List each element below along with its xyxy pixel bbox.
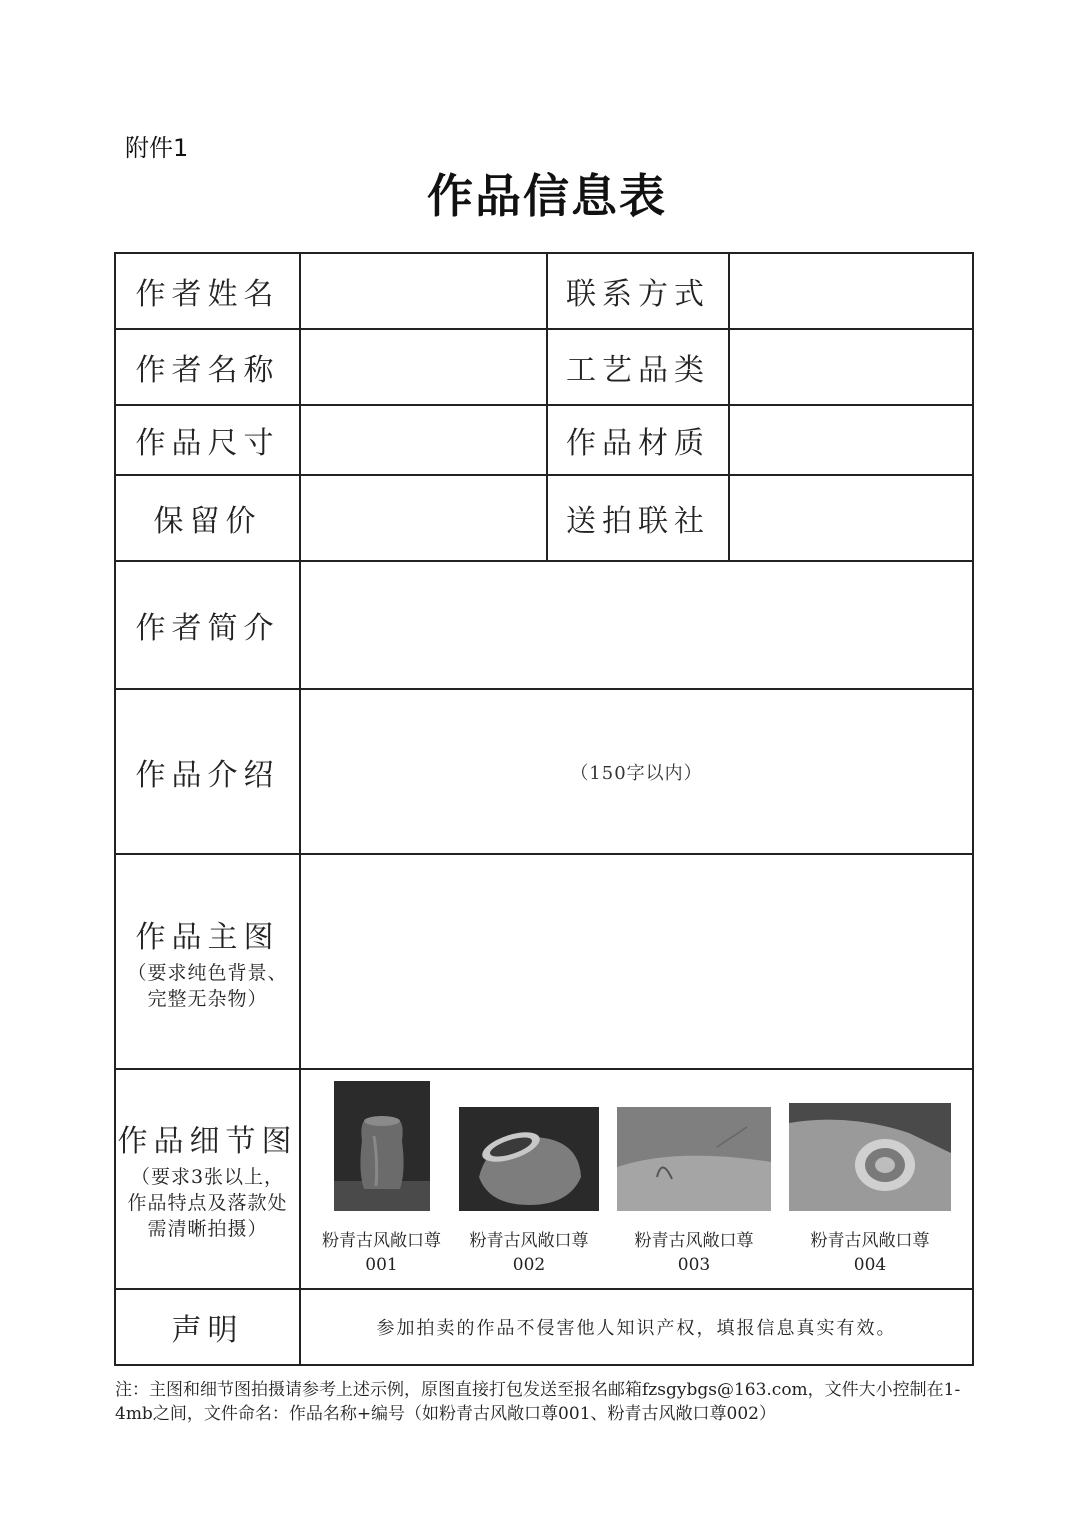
declaration-cell	[300, 1289, 973, 1365]
detail-photo-card	[789, 1103, 951, 1277]
detail-photo-gallery	[301, 1081, 972, 1277]
detail-photo-002	[459, 1107, 599, 1211]
contact-field[interactable]	[729, 253, 973, 329]
detail-images-label-cell	[115, 1069, 300, 1289]
work-size-field[interactable]	[300, 405, 547, 475]
main-image-upload-area[interactable]	[300, 854, 973, 1069]
craft-category-field[interactable]	[729, 329, 973, 405]
work-info-table	[114, 252, 974, 1366]
reserve-price-field[interactable]	[300, 475, 547, 561]
detail-photo-001	[334, 1081, 430, 1211]
caption-title: 粉青古风敞口尊	[322, 1231, 441, 1251]
detail-photo-card	[459, 1107, 599, 1277]
author-bio-field[interactable]	[300, 561, 973, 689]
work-size-label: 作品尺寸	[115, 405, 300, 475]
author-name-field[interactable]	[300, 253, 547, 329]
detail-images-note: （要求3张以上，作品特点及落款处需清晰拍摄）	[127, 1166, 288, 1240]
detail-caption	[322, 1229, 441, 1277]
author-alias-field[interactable]	[300, 329, 547, 405]
caption-number: 004	[853, 1255, 887, 1275]
caption-number: 001	[365, 1255, 398, 1275]
detail-images-area[interactable]	[300, 1069, 973, 1289]
author-name-label: 作者姓名	[115, 253, 300, 329]
declaration-text: 参加拍卖的作品不侵害他人知识产权，填报信息真实有效。	[376, 1318, 897, 1339]
reserve-price-label: 保留价	[115, 475, 300, 561]
detail-caption	[811, 1229, 930, 1277]
work-intro-field[interactable]	[300, 689, 973, 854]
main-image-note: （要求纯色背景、完整无杂物）	[127, 961, 288, 1010]
detail-images-label: 作品细节图	[117, 1124, 298, 1159]
main-image-label-cell	[115, 854, 300, 1069]
work-intro-label: 作品介绍	[115, 689, 300, 854]
contact-label: 联系方式	[547, 253, 729, 329]
attachment-label: 附件1	[125, 134, 189, 162]
caption-title: 粉青古风敞口尊	[810, 1231, 930, 1251]
form-title: 作品信息表	[427, 169, 667, 223]
detail-caption	[470, 1229, 589, 1277]
detail-photo-004	[789, 1103, 951, 1211]
work-material-field[interactable]	[729, 405, 973, 475]
craft-category-label: 工艺品类	[547, 329, 729, 405]
work-intro-hint: （150字以内）	[570, 762, 703, 784]
consignor-label: 送拍联社	[547, 475, 729, 561]
work-material-label: 作品材质	[547, 405, 729, 475]
detail-photo-card	[322, 1081, 441, 1277]
caption-title: 粉青古风敞口尊	[634, 1231, 754, 1251]
detail-caption	[635, 1229, 754, 1277]
detail-photo-003	[617, 1107, 771, 1211]
footnote: 注：主图和细节图拍摄请参考上述示例，原图直接打包发送至报名邮箱fzsgybgs@163.com，文件大小控制在1-4mb之间，文件命名：作品名称+编号（如粉青古风敞口尊001、粉青古风敞口尊002）	[115, 1380, 961, 1424]
caption-number: 003	[677, 1255, 711, 1275]
author-alias-label: 作者名称	[115, 329, 300, 405]
main-image-label: 作品主图	[135, 919, 280, 955]
author-bio-label: 作者简介	[115, 561, 300, 689]
detail-photo-card	[617, 1107, 771, 1277]
caption-number: 002	[512, 1255, 546, 1275]
consignor-field[interactable]	[729, 475, 973, 561]
declaration-label: 声明	[115, 1289, 300, 1365]
caption-title: 粉青古风敞口尊	[469, 1231, 589, 1251]
